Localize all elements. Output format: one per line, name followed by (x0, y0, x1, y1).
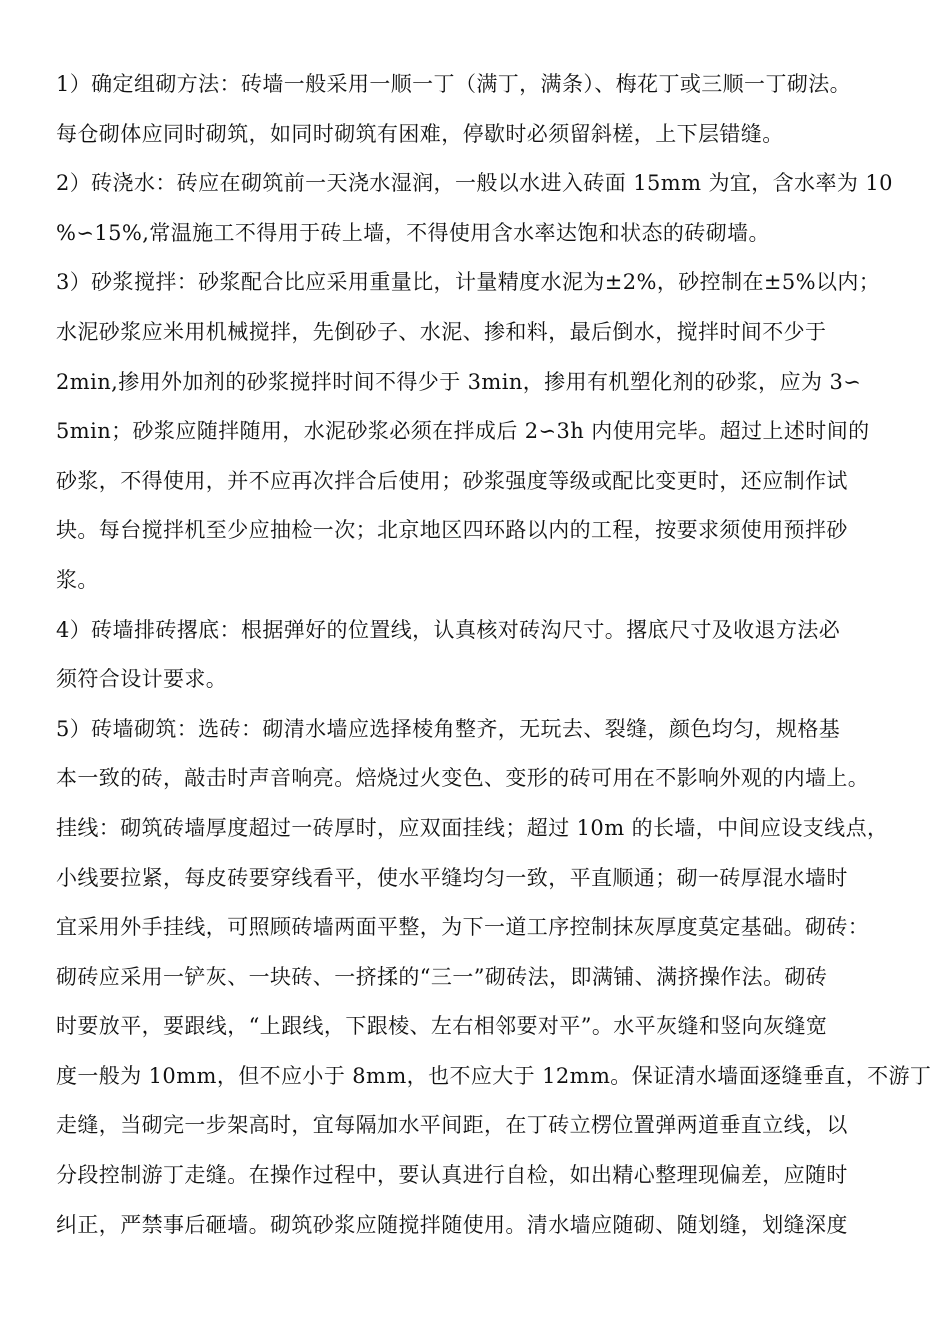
text-line: 须符合设计要求。 (56, 667, 228, 692)
text-line: 宜采用外手挂线，可照顾砖墙两面平整，为下一道工序控制抹灰厚度莫定基础。砌砖： (56, 915, 870, 940)
text-line: %∽15%,常温施工不得用于砖上墙，不得使用含水率达饱和状态的砖砌墙。 (56, 220, 770, 245)
text-line: 5min；砂浆应随拌随用，水泥砂浆必须在拌成后 2∽3h 内使用完毕。超过上述时间的 (56, 419, 870, 444)
text-line: 砌砖应采用一铲灰、一块砖、一挤揉的“三一”砌砖法，即满铺、满挤操作法。砌砖 (56, 964, 828, 989)
text-line: 度一般为 10mm，但不应小于 8mm，也不应大于 12mm。保证清水墙面逐缝垂直，不游丁 (56, 1063, 932, 1088)
text-line: 块。每台搅拌机至少应抽检一次；北京地区四环路以内的工程，按要求须使用预拌砂 (56, 518, 848, 543)
text-line: 砂浆，不得使用，并不应再次拌合后使用；砂浆强度等级或配比变更时，还应制作试 (56, 468, 848, 493)
text-line: 3）砂浆搅拌：砂浆配合比应采用重量比，计量精度水泥为±2%，砂控制在±5%以内； (56, 270, 881, 295)
text-line: 浆。 (56, 567, 99, 592)
text-line: 5）砖墙砌筑：选砖：砌清水墙应选择棱角整齐，无玩去、裂缝，颜色均匀，规格基 (56, 716, 841, 741)
document-page (56, 60, 932, 1250)
text-line: 时要放平，要跟线，“上跟线，下跟棱、左右相邻要对平”。水平灰缝和竖向灰缝宽 (56, 1014, 828, 1039)
text-line: 分段控制游丁走缝。在操作过程中，要认真进行自检，如出精心整理现偏差，应随时 (56, 1163, 848, 1188)
text-line: 2）砖浇水：砖应在砌筑前一天浇水湿润，一般以水进入砖面 15mm 为宜，含水率为 10 (56, 171, 893, 196)
text-line: 2min,掺用外加剂的砂浆搅拌时间不得少于 3min，掺用有机塑化剂的砂浆，应为 3∽ (56, 369, 862, 394)
text-line: 每仓砌体应同时砌筑，如同时砌筑有困难，停歇时必须留斜槎，上下层错缝。 (56, 121, 784, 146)
text-line: 4）砖墙排砖撂底：根据弹好的位置线，认真核对砖沟尺寸。撂底尺寸及收退方法必 (56, 617, 841, 642)
text-line: 水泥砂浆应米用机械搅拌，先倒砂子、水泥、掺和料，最后倒水，搅拌时间不少于 (56, 319, 827, 344)
text-line: 挂线：砌筑砖墙厚度超过一砖厚时，应双面挂线；超过 10m 的长墙，中间应设支线点， (56, 815, 889, 840)
text-line: 1）确定组砌方法：砖墙一般采用一顺一丁（满丁，满条）、梅花丁或三顺一丁砌法。 (56, 72, 852, 96)
text-line: 小线要拉紧，每皮砖要穿线看平，使水平缝均匀一致，平直顺通；砌一砖厚混水墙时 (56, 865, 848, 890)
text-line: 纠正，严禁事后砸墙。砌筑砂浆应随搅拌随使用。清水墙应随砌、随划缝，划缝深度 (56, 1212, 848, 1237)
text-line: 本一致的砖，敲击时声音响亮。焙烧过火变色、变形的砖可用在不影响外观的内墙上。 (56, 766, 870, 791)
text-line: 走缝，当砌完一步架高时，宜每隔加水平间距，在丁砖立楞位置弹两道垂直立线，以 (56, 1113, 848, 1138)
